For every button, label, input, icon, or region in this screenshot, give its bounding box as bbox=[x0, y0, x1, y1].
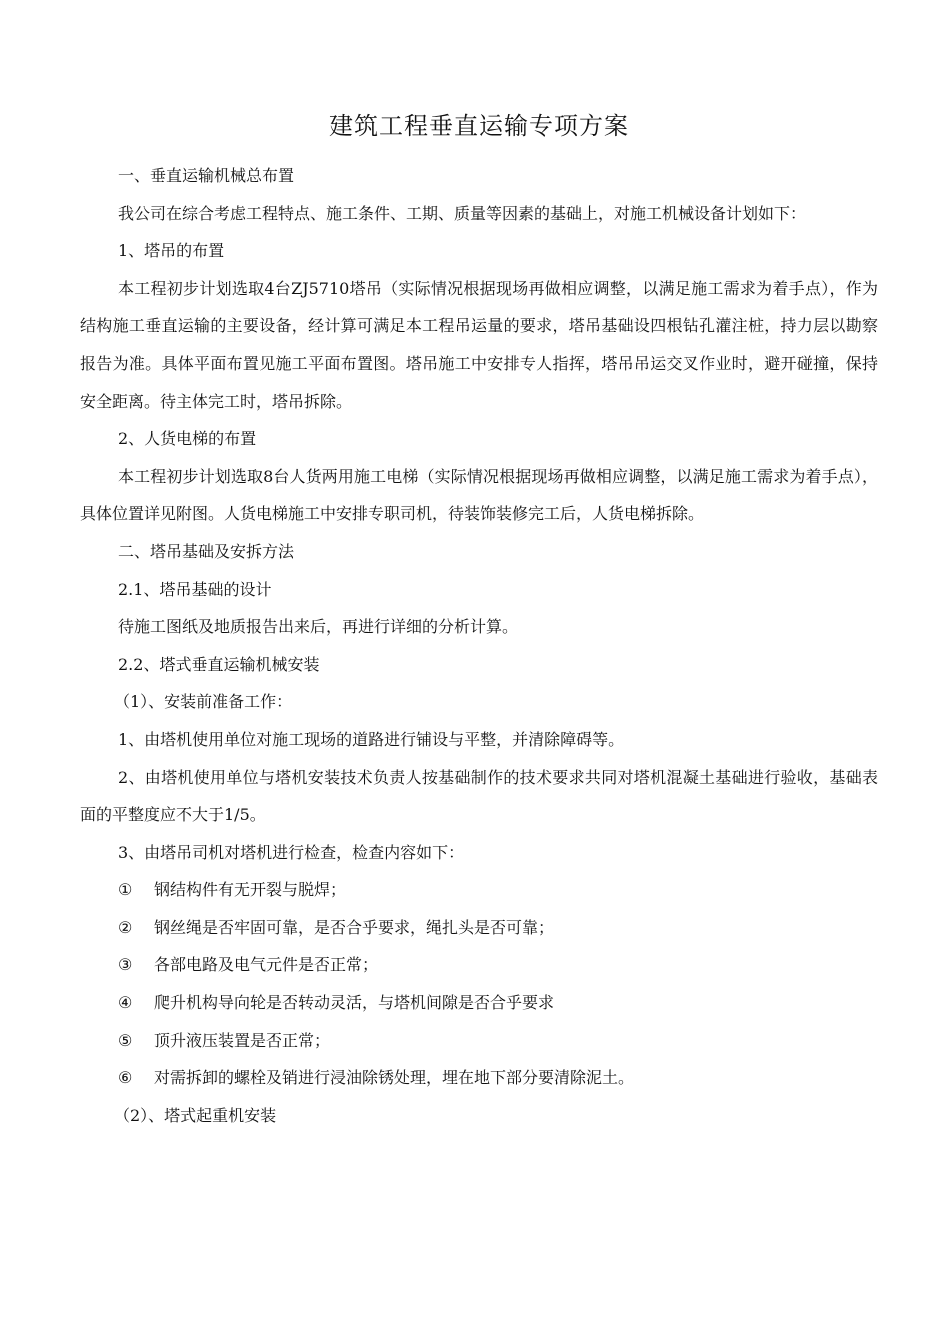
document-title: 建筑工程垂直运输专项方案 bbox=[329, 112, 629, 140]
checklist-mark: ① bbox=[118, 880, 133, 900]
checklist-item bbox=[80, 946, 878, 984]
subheading-installation: 2.2、塔式垂直运输机械安装 bbox=[118, 654, 320, 674]
subheading-preparation: （1）、安装前准备工作： bbox=[114, 692, 293, 712]
document-body bbox=[80, 157, 878, 1134]
checklist-mark: ⑥ bbox=[118, 1068, 133, 1088]
checklist-mark: ② bbox=[118, 917, 133, 937]
paragraph-prep-3: 3、由塔吊司机对塔机进行检查，检查内容如下： bbox=[118, 842, 465, 862]
checklist-text: 爬升机构导向轮是否转动灵活，与塔机间隙是否合乎要求 bbox=[154, 993, 555, 1013]
paragraph-elevator: 本工程初步计划选取8台人货两用施工电梯（实际情况根据现场再做相应调整，以满足施工需求为着手点），具体位置详见附图。人货电梯施工中安排专职司机，待装饰装修完工后，人货电梯拆除。 bbox=[80, 466, 878, 524]
checklist-mark: ④ bbox=[118, 993, 133, 1013]
checklist-text: 钢结构件有无开裂与脱焊； bbox=[154, 880, 347, 900]
checklist-item bbox=[80, 1059, 878, 1097]
checklist-item bbox=[80, 984, 878, 1022]
paragraph-intro: 我公司在综合考虑工程特点、施工条件、工期、质量等因素的基础上，对施工机械设备计划如下： bbox=[118, 203, 807, 223]
checklist-item bbox=[80, 1022, 878, 1060]
subheading-elevator: 2、人货电梯的布置 bbox=[118, 429, 257, 449]
paragraph-foundation-design: 待施工图纸及地质报告出来后，再进行详细的分析计算。 bbox=[118, 617, 519, 637]
paragraph-prep-1: 1、由塔机使用单位对施工现场的道路进行铺设与平整，并清除障碍等。 bbox=[118, 729, 625, 749]
subheading-tower-crane: 1、塔吊的布置 bbox=[118, 241, 225, 261]
paragraph-prep-2: 2、由塔机使用单位与塔机安装技术负责人按基础制作的技术要求共同对塔机混凝土基础进行验收，基础表面的平整度应不大于1/5。 bbox=[80, 767, 878, 825]
paragraph-tower-crane: 本工程初步计划选取4台ZJ5710塔吊（实际情况根据现场再做相应调整，以满足施工需求为着手点），作为结构施工垂直运输的主要设备，经计算可满足本工程吊运量的要求，塔吊基础设四根钻孔灌注桩，持力层以勘察报告为准。具体平面布置见施工平面布置图。塔吊施工中安排专人指挥，塔吊吊运交叉作业时，避开碰撞，保持安全距离。待主体完工时，塔吊拆除。 bbox=[80, 278, 878, 411]
section-heading-1: 一、垂直运输机械总布置 bbox=[118, 166, 295, 185]
checklist-text: 各部电路及电气元件是否正常； bbox=[154, 955, 379, 975]
checklist-text: 对需拆卸的螺栓及销进行浸油除锈处理，埋在地下部分要清除泥土。 bbox=[154, 1068, 635, 1088]
checklist-text: 钢丝绳是否牢固可靠，是否合乎要求，绳扎头是否可靠； bbox=[154, 917, 555, 937]
subheading-crane-installation: （2）、塔式起重机安装 bbox=[114, 1105, 277, 1125]
checklist-item bbox=[80, 909, 878, 947]
checklist-mark: ⑤ bbox=[118, 1030, 133, 1050]
checklist-item bbox=[80, 871, 878, 909]
checklist-text: 顶升液压装置是否正常； bbox=[154, 1030, 331, 1050]
checklist-mark: ③ bbox=[118, 955, 133, 975]
subheading-foundation-design: 2.1、塔吊基础的设计 bbox=[118, 579, 272, 599]
section-heading-2: 二、塔吊基础及安拆方法 bbox=[118, 541, 295, 561]
